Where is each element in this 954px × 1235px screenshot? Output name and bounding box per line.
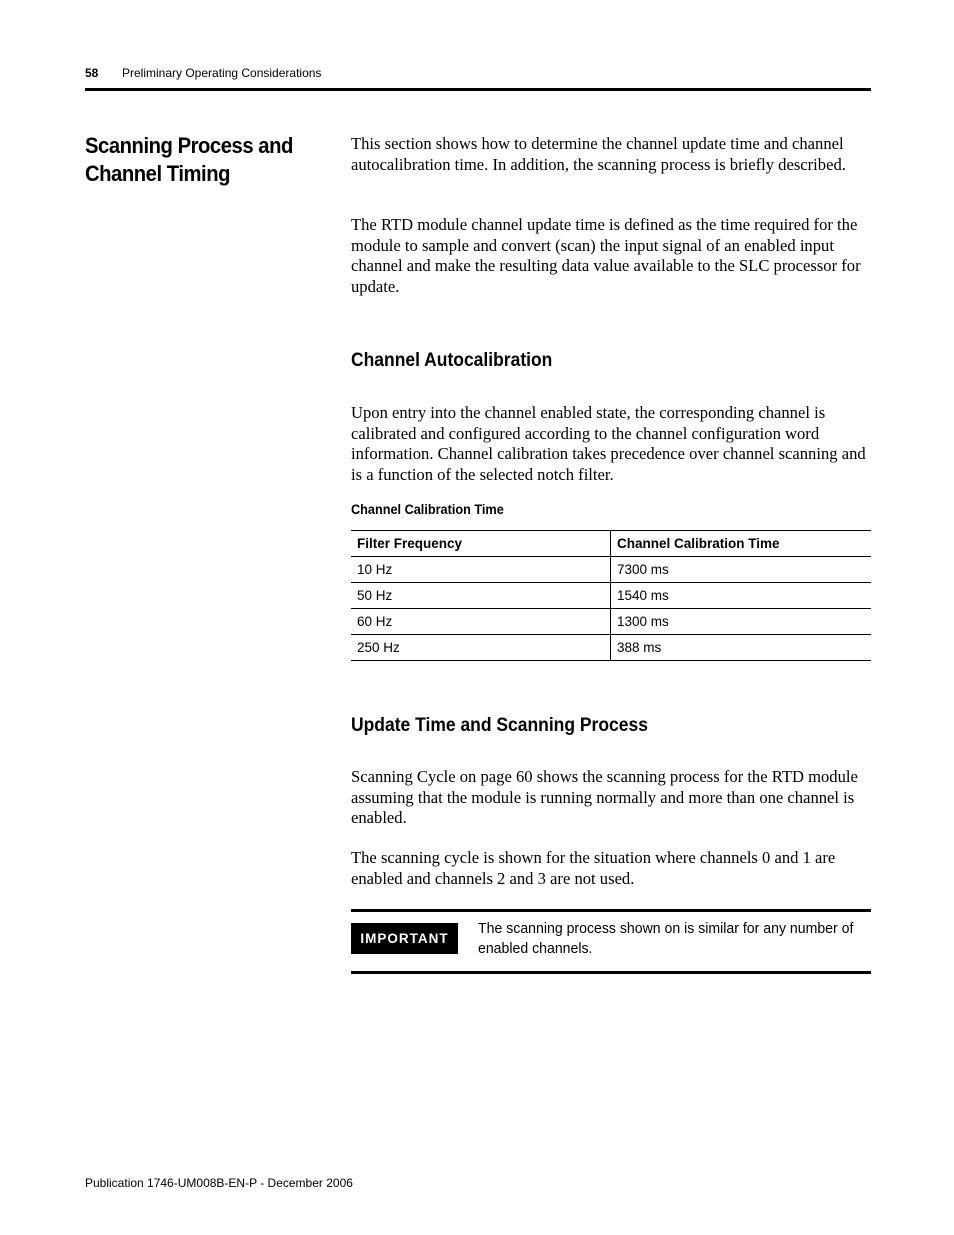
table-cell-frequency: 250 Hz [351, 635, 611, 661]
important-top-rule [351, 909, 871, 912]
table-row [351, 609, 871, 635]
section-title-line1: Scanning Process and [85, 133, 293, 158]
section-title [85, 132, 306, 188]
table-cell-time: 1540 ms [611, 583, 872, 609]
important-note-text: The scanning process shown on is similar for any number of enabled channels. [478, 920, 854, 957]
table-row [351, 635, 871, 661]
section-title-line2: Channel Timing [85, 161, 231, 186]
table-cell-frequency: 60 Hz [351, 609, 611, 635]
important-bottom-rule [351, 971, 871, 974]
publication-footer: Publication 1746-UM008B-EN-P - December 2006 [85, 1176, 353, 1190]
table-caption: Channel Calibration Time [351, 502, 504, 517]
autocalibration-heading: Channel Autocalibration [351, 350, 553, 371]
table-cell-time: 1300 ms [611, 609, 872, 635]
important-badge: IMPORTANT [351, 923, 458, 954]
update-paragraph-1: Scanning Cycle on page 60 shows the scanning process for the RTD module assuming that the module is running normally and more than one channel is enabled. [351, 767, 858, 827]
header-rule [85, 88, 871, 91]
intro-paragraph-1: This section shows how to determine the channel update time and channel autocalibration time. In addition, the scanning process is briefly described. [351, 134, 846, 174]
running-title: Preliminary Operating Considerations [122, 66, 322, 80]
table-row [351, 583, 871, 609]
header-filter-frequency: Filter Frequency [351, 531, 611, 557]
header-calibration-time: Channel Calibration Time [611, 531, 872, 557]
table-cell-frequency: 10 Hz [351, 557, 611, 583]
table-cell-time: 388 ms [611, 635, 872, 661]
table-header-row [351, 531, 871, 557]
table-row [351, 557, 871, 583]
table-cell-frequency: 50 Hz [351, 583, 611, 609]
autocalibration-paragraph: Upon entry into the channel enabled state, the corresponding channel is calibrated and configured according to the channel configuration word information. Channel calibration takes precedence over channel scanning and is a function of the selected notch filter. [351, 403, 866, 484]
page-number: 58 [85, 66, 99, 80]
intro-paragraph-2: The RTD module channel update time is defined as the time required for the module to sample and convert (scan) the input signal of an enabled input channel and make the resulting data value available to the SLC processor for update. [351, 215, 861, 296]
update-paragraph-2: The scanning cycle is shown for the situation where channels 0 and 1 are enabled and channels 2 and 3 are not used. [351, 848, 836, 888]
calibration-time-table [351, 530, 871, 661]
table-cell-time: 7300 ms [611, 557, 872, 583]
update-time-heading: Update Time and Scanning Process [351, 715, 648, 736]
